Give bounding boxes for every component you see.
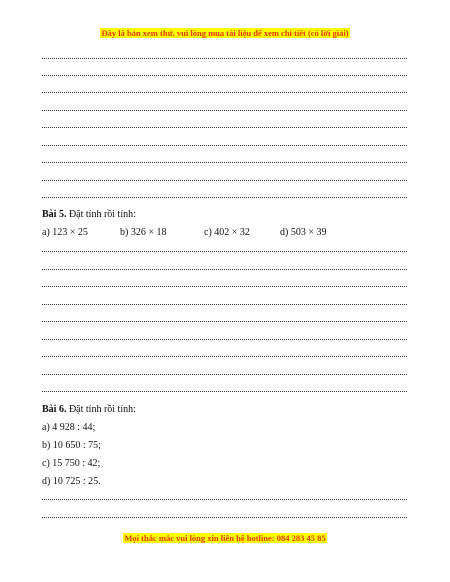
answer-line	[42, 180, 407, 181]
answer-line	[42, 58, 407, 59]
answer-line	[42, 286, 407, 287]
answer-line	[42, 339, 407, 340]
hotline-banner	[0, 533, 450, 544]
preview-notice-text: Đây là bản xem thử, vui lòng mua tài liệu để xem chi tiết (có lời giải)	[101, 28, 349, 38]
answer-line	[42, 517, 407, 518]
problem-a: a) 123 × 25	[42, 227, 88, 238]
answer-line	[42, 92, 407, 93]
exercise-6-instruction: Đặt tính rồi tính:	[68, 404, 136, 415]
exercise-5-instruction: Đặt tính rồi tính:	[68, 209, 136, 220]
answer-line	[42, 127, 407, 128]
problem-c: c) 402 × 32	[204, 227, 250, 238]
answer-line	[42, 75, 407, 76]
answer-line	[42, 391, 407, 392]
answer-line	[42, 374, 407, 375]
division-c: c) 15 750 : 42;	[42, 458, 101, 469]
answer-line	[42, 110, 407, 111]
division-b: b) 10 650 : 75;	[42, 440, 101, 451]
exercise-5-heading	[42, 209, 136, 221]
answer-line	[42, 145, 407, 146]
answer-line	[42, 162, 407, 163]
division-a: a) 4 928 : 44;	[42, 422, 96, 433]
exercise-6-label: Bài 6.	[42, 404, 67, 415]
problem-b: b) 326 × 18	[120, 227, 167, 238]
answer-line	[42, 251, 407, 252]
answer-line	[42, 321, 407, 322]
preview-notice-banner	[0, 28, 450, 39]
division-d: d) 10 725 : 25.	[42, 476, 101, 487]
answer-line	[42, 269, 407, 270]
hotline-text: Mọi thắc mắc vui lòng xin liên hệ hotline: 084 283 45 85	[124, 533, 326, 543]
answer-line	[42, 499, 407, 500]
exercise-6-heading	[42, 404, 136, 416]
answer-line	[42, 356, 407, 357]
problem-d: d) 503 × 39	[280, 227, 327, 238]
answer-line	[42, 304, 407, 305]
exercise-5-label: Bài 5.	[42, 209, 67, 220]
answer-line	[42, 197, 407, 198]
